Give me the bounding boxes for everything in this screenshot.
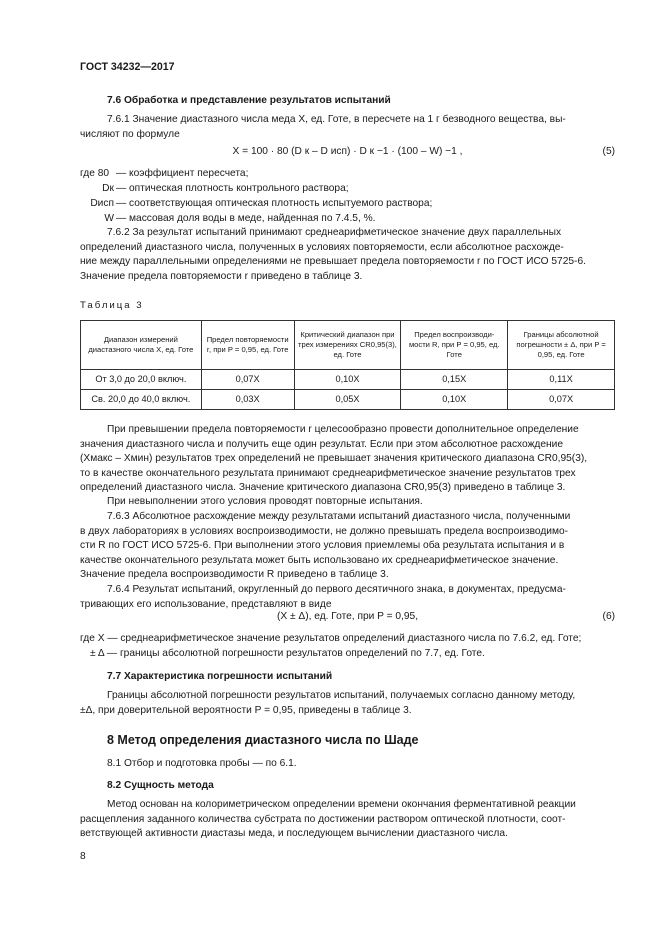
paragraph-line: (Xмакс – Xмин) результатов трех определений не превышает значения критического диапазона CR0,95(3), (80, 453, 588, 465)
paragraph-7-7 (80, 689, 615, 718)
formula-6-number: (6) (602, 611, 615, 622)
paragraph-7-6-1 (80, 113, 615, 142)
table-cell: Св. 20,0 до 40,0 включ. (81, 390, 202, 410)
paragraph-line: значения диастазного числа и получить еще один результат. Если при этом абсолютное расхождение (80, 438, 563, 450)
legend-row (80, 212, 615, 227)
section-8-title: 8 Метод определения диастазного числа по Шаде (107, 733, 419, 747)
table-cell: 0,07X (508, 390, 615, 410)
paragraph-8-1: 8.1 Отбор и подготовка пробы — по 6.1. (107, 758, 297, 769)
legend-row (80, 167, 615, 182)
legend-row: где X — среднеарифметическое значение результатов определений диастазного числа по 7.6.2, ед. Готе; (80, 633, 582, 644)
paragraph-line: расщепления заданного количества субстрата по достижении раствором оптической плотности, соот- (80, 813, 566, 825)
formula-5-legend (80, 167, 615, 227)
table-cell: 0,10X (294, 370, 401, 390)
paragraph-line: Значение предела воспроизводимости R приведено в таблице 3. (80, 569, 389, 581)
table-3-caption: Таблица 3 (80, 300, 144, 311)
paragraph-line: то в качестве окончательного результата принимают среднеарифметическое значение результатов трех (80, 467, 576, 479)
table-3 (80, 320, 615, 410)
table-cell: 0,15X (401, 370, 508, 390)
paragraph-repeat-tests: При невыполнении этого условия проводят повторные испытания. (107, 496, 423, 507)
table-cell: 0,11X (508, 370, 615, 390)
p762-line: 7.6.2 За результат испытаний принимают среднеарифметическое значение двух параллельных (107, 227, 562, 238)
paragraph-7-6-4 (80, 583, 615, 612)
paragraph-line: При превышении предела повторяемости r целесообразно провести дополнительное определение (107, 424, 579, 435)
formula-5-number: (5) (602, 146, 615, 157)
section-7-6-title: 7.6 Обработка и представление результатов испытаний (107, 95, 391, 106)
p761-line-1: 7.6.1 Значение диастазного числа меда X, ед. Готе, в пересчете на 1 г безводного вещества, вы- (107, 114, 566, 125)
table-header-cell: Диапазон измерений диастазного числа X, ед. Готе (81, 321, 202, 370)
formula-5-text: X = 100 · 80 (D к – D исп) · D к −1 · (100 – W) −1 , (232, 146, 463, 157)
table-cell: 0,03X (201, 390, 294, 410)
page-number: 8 (80, 851, 86, 862)
paragraph-line: 7.6.4 Результат испытаний, округленный до первого десятичного знака, в документах, предусма- (107, 584, 566, 595)
table-cell: 0,07X (201, 370, 294, 390)
formula-5-expression (80, 145, 615, 160)
paragraph-line: определений диастазного числа. Значение критического диапазона CR0,95(3) приведено в таблице 3. (80, 482, 566, 494)
table-header-cell: Предел воспроизводи-мости R, при P = 0,95, ед. Готе (401, 321, 508, 370)
section-7-7-title: 7.7 Характеристика погрешности испытаний (107, 671, 333, 682)
legend-def: — коэффициент пересчета; (116, 168, 249, 179)
paragraph-line: Границы абсолютной погрешности результатов испытаний, получаемых согласно данному методу, (107, 690, 576, 701)
p762-line: Значение предела повторяемости r приведено в таблице 3. (80, 270, 363, 282)
paragraph-line: ±Δ, при доверительной вероятности P = 0,95, приведены в таблице 3. (80, 704, 412, 716)
paragraph-8-2 (80, 798, 615, 842)
table-cell: 0,05X (294, 390, 401, 410)
legend-row (80, 197, 615, 212)
paragraph-line: сти R по ГОСТ ИСО 5725-6. При выполнении этого условия приемлемы оба результата испытания и в (80, 540, 565, 552)
paragraph-repeatability-exceeded (80, 423, 615, 496)
legend-row: ± Δ — границы абсолютной погрешности результатов определений по 7.7, ед. Готе. (90, 647, 485, 659)
legend-def: — соответствующая оптическая плотность испытуемого раствора; (116, 198, 433, 209)
table-header-cell: Предел повторяемости r, при P = 0,95, ед. Готе (201, 321, 294, 370)
paragraph-7-6-2 (80, 226, 615, 284)
legend-row (80, 182, 615, 197)
legend-intro: где 80 (80, 168, 110, 179)
legend-symbol: W (104, 213, 114, 224)
paragraph-line: Метод основан на колориметрическом определении времени окончания ферментативной реакции (107, 799, 576, 810)
table-cell: От 3,0 до 20,0 включ. (81, 370, 202, 390)
table-cell: 0,10X (401, 390, 508, 410)
table-row (81, 390, 615, 410)
paragraph-line: 7.6.3 Абсолютное расхождение между результатами испытаний диастазного числа, полученными (107, 511, 571, 522)
paragraph-7-6-3 (80, 510, 615, 583)
formula-6-expression: (X ± Δ), ед. Готе, при P = 0,95, (276, 611, 419, 622)
legend-symbol: Dк (102, 183, 114, 194)
table-header-cell: Границы абсолютной погрешности ± Δ, при P = 0,95, ед. Готе (508, 321, 615, 370)
legend-symbol: Dисп (90, 198, 114, 209)
formula-6-legend (80, 632, 615, 661)
table-header-row (81, 321, 615, 370)
standard-header: ГОСТ 34232—2017 (80, 61, 175, 73)
p762-line: ние между параллельными определениями не превышает предела повторяемости r по ГОСТ ИСО 5725-6. (80, 256, 586, 268)
section-8-2-title: 8.2 Сущность метода (107, 780, 214, 791)
paragraph-line: тривающих его использование, представляют в виде (80, 598, 332, 610)
p762-line: определений диастазного числа, полученных в условиях повторяемости, если абсолютное расхожде- (80, 241, 564, 253)
paragraph-line: ветствующей активности диастазы меда, и последующем вычислении диастазного числа. (80, 828, 508, 840)
table-row (81, 370, 615, 390)
paragraph-line: в двух лабораториях в условиях воспроизводимости, не должно превышать предела воспроизводимо- (80, 525, 569, 537)
p761-line-2: числяют по формуле (80, 128, 180, 140)
legend-def: — оптическая плотность контрольного раствора; (116, 183, 349, 194)
table-header-cell: Критический диапазон при трех измерениях CR0,95(3), ед. Готе (294, 321, 401, 370)
paragraph-line: качестве окончательного результата может быть использовано их среднеарифметическое значение. (80, 554, 559, 566)
legend-def: — массовая доля воды в меде, найденная по 7.4.5, %. (116, 213, 376, 224)
